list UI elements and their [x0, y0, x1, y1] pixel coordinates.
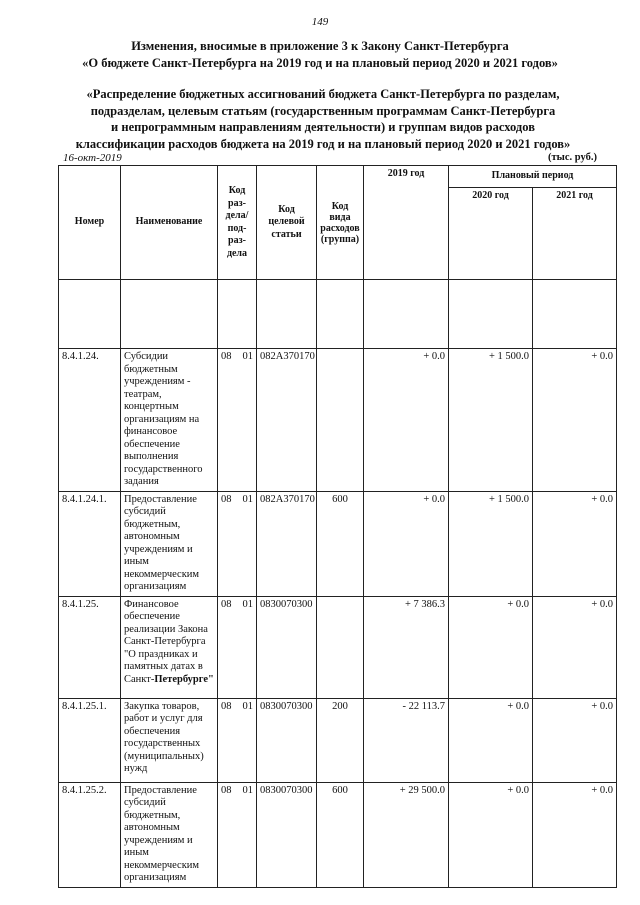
row-pr: 01: [242, 784, 253, 796]
row-rz: 08: [221, 700, 232, 712]
row-2021: + 0.0: [533, 698, 617, 782]
row-2020: + 1 500.0: [449, 349, 533, 492]
row-number: 8.4.1.25.2.: [59, 782, 121, 887]
units-label: (тыс. руб.): [548, 152, 597, 163]
row-expense-type: 200: [317, 698, 364, 782]
row-name: Закупка товаров, работ и услуг для обеспечения государственных (муниципальных) нужд: [121, 698, 218, 782]
table-row: [59, 782, 617, 887]
header-number: Номер: [59, 166, 121, 280]
row-2020: + 1 500.0: [449, 491, 533, 596]
row-expense-type: 600: [317, 491, 364, 596]
row-expense-type: [317, 349, 364, 492]
row-name: Субсидии бюджетным учреждениям - театрам, концертным организациям на финансовое обеспечение выполнения государственного задания: [121, 349, 218, 492]
row-2019: + 29 500.0: [364, 782, 449, 887]
row-number: 8.4.1.24.1.: [59, 491, 121, 596]
row-2019: + 0.0: [364, 491, 449, 596]
row-name: Предоставление субсидий бюджетным, автономным учреждениям и иным некоммерческим организациям: [121, 491, 218, 596]
row-rz: 08: [221, 351, 232, 362]
row-target: 082А370170: [257, 491, 317, 596]
header-planned: Плановый период: [449, 166, 617, 188]
title-line-1: Изменения, вносимые в приложение 3 к Закону Санкт-Петербурга: [131, 39, 509, 53]
table-row: [59, 698, 617, 782]
subtitle-line-4: классификации расходов бюджета на 2019 год и на плановый период 2020 и 2021 годов»: [75, 136, 571, 151]
row-section: [218, 596, 257, 698]
row-number: 8.4.1.24.: [59, 349, 121, 492]
row-rz: 08: [221, 493, 232, 505]
row-rz: 08: [221, 598, 232, 610]
header-section: Код раз-дела/ под-раз-дела: [218, 166, 257, 280]
row-target: 0830070300: [257, 698, 317, 782]
row-2020: + 0.0: [449, 698, 533, 782]
subtitle-line-3: и непрограммным направлениям деятельности) и группам видов расходов: [111, 120, 535, 135]
row-name: [121, 596, 218, 698]
row-expense-type: 600: [317, 782, 364, 887]
row-section: [218, 491, 257, 596]
row-target: 0830070300: [257, 596, 317, 698]
document-date: 16-окт-2019: [63, 152, 122, 164]
row-section: [218, 698, 257, 782]
header-2021: 2021 год: [533, 188, 617, 280]
document-subtitle: [30, 86, 616, 152]
row-2021: + 0.0: [533, 596, 617, 698]
row-pr: 01: [242, 351, 253, 362]
row-expense-type: [317, 596, 364, 698]
row-2019: + 7 386.3: [364, 596, 449, 698]
page-number: 149: [311, 16, 329, 28]
row-2019: - 22 113.7: [364, 698, 449, 782]
row-2021: + 0.0: [533, 782, 617, 887]
table-row: [59, 596, 617, 698]
row-name-bold-tail: Петербурге": [154, 673, 214, 685]
row-pr: 01: [242, 493, 253, 505]
header-name: Наименование: [121, 166, 218, 280]
row-target: 082А370170: [257, 349, 317, 492]
header-2019: 2019 год: [364, 166, 449, 280]
spacer-row: [59, 280, 617, 349]
row-name: Предоставление субсидий бюджетным, автономным учреждениям и иным некоммерческим организациям: [121, 782, 218, 887]
row-name-text: Финансовое обеспечение реализации Закона Санкт-Петербурга "О праздниках и памятных датах в Санкт-: [124, 598, 208, 685]
row-number: 8.4.1.25.: [59, 596, 121, 698]
table-row: [59, 349, 617, 492]
row-2020: + 0.0: [449, 596, 533, 698]
row-rz: 08: [221, 784, 232, 796]
row-section: [218, 782, 257, 887]
row-section: [218, 349, 257, 492]
subtitle-line-1: «Распределение бюджетных ассигнований бюджета Санкт-Петербурга по разделам,: [86, 87, 560, 101]
header-2020: 2020 год: [449, 188, 533, 280]
table-row: [59, 491, 617, 596]
header-expense-type: Код вида расходов (группа): [317, 166, 364, 280]
row-pr: 01: [242, 598, 253, 610]
budget-table: [58, 165, 617, 888]
row-2020: + 0.0: [449, 782, 533, 887]
row-target: 0830070300: [257, 782, 317, 887]
row-pr: 01: [242, 700, 253, 712]
header-target: Код целевой статьи: [257, 166, 317, 280]
row-2019: + 0.0: [364, 349, 449, 492]
row-number: 8.4.1.25.1.: [59, 698, 121, 782]
row-2021: + 0.0: [533, 349, 617, 492]
subtitle-line-2: подразделам, целевым статьям (государственным программам Санкт-Петербурга: [90, 103, 556, 118]
row-2021: + 0.0: [533, 491, 617, 596]
document-title: [20, 38, 620, 72]
title-line-2: «О бюджете Санкт-Петербурга на 2019 год и на плановый период 2020 и 2021 годов»: [82, 56, 558, 70]
